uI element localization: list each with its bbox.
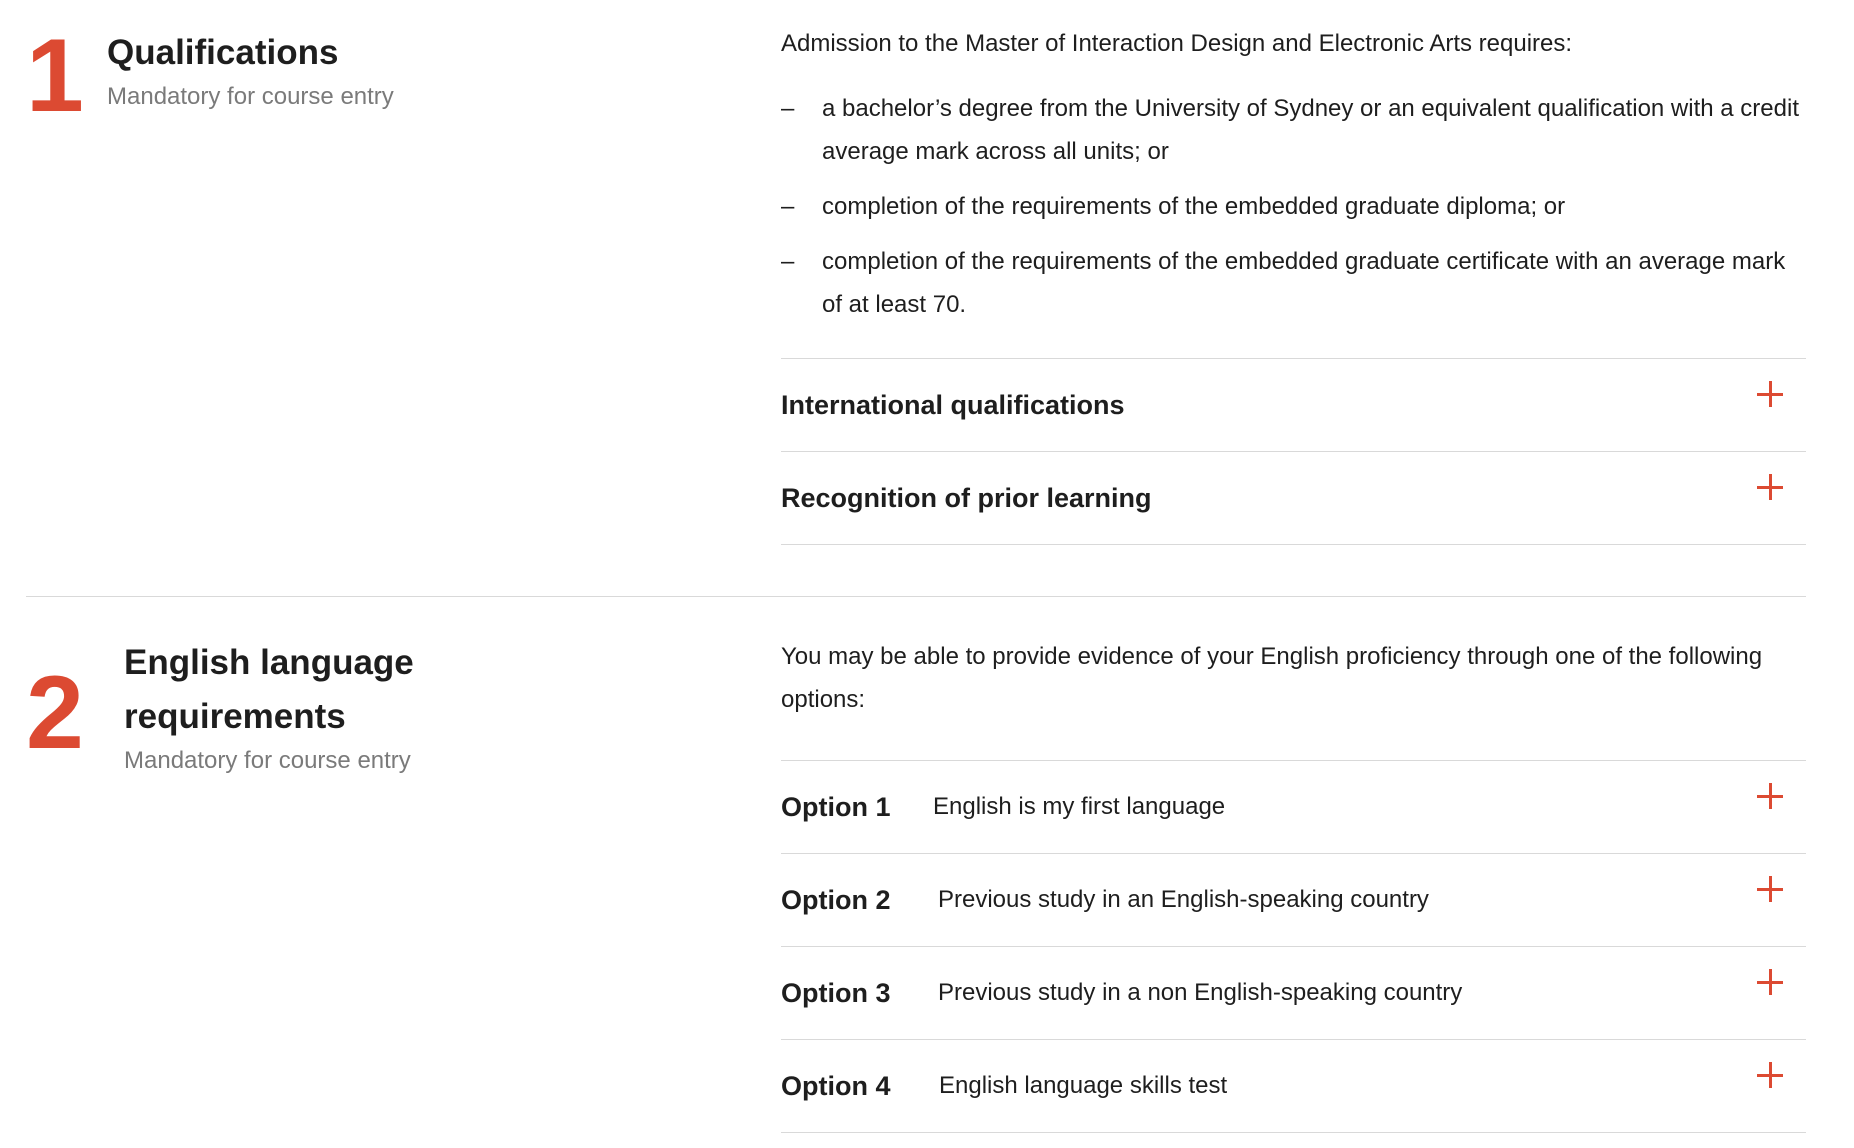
accordion-option-1[interactable] [781, 761, 1806, 854]
accordion-option-3[interactable] [781, 947, 1806, 1040]
option-label: Option 2 [781, 885, 891, 915]
section-heading [107, 26, 667, 114]
section-number: 1 [26, 18, 84, 134]
plus-icon[interactable] [1757, 876, 1783, 902]
plus-icon[interactable] [1757, 381, 1783, 407]
accordion-title: International qualifications [781, 390, 1125, 420]
section-content [781, 635, 1806, 1133]
option-label: Option 3 [781, 978, 891, 1008]
option-description: Previous study in an English-speaking country [938, 886, 1429, 913]
plus-icon[interactable] [1757, 969, 1783, 995]
section-subtitle: Mandatory for course entry [124, 747, 411, 774]
section-title [124, 636, 684, 744]
dash-bullet: – [781, 193, 795, 220]
dash-bullet: – [781, 248, 795, 275]
section-content [781, 22, 1806, 545]
accordion-option-4[interactable] [781, 1040, 1806, 1133]
plus-icon[interactable] [1757, 474, 1783, 500]
qualifications-section [26, 0, 1806, 596]
section-subtitle: Mandatory for course entry [107, 83, 394, 110]
option-description: English language skills test [939, 1072, 1228, 1099]
plus-icon[interactable] [1757, 1062, 1783, 1088]
section-number: 2 [26, 655, 84, 771]
plus-icon[interactable] [1757, 783, 1783, 809]
option-label: Option 1 [781, 792, 891, 822]
accordion-option-2[interactable] [781, 854, 1806, 947]
list-item [781, 185, 1806, 228]
accordion-recognition-prior-learning[interactable] [781, 452, 1806, 545]
option-description: Previous study in a non English-speaking country [938, 979, 1463, 1006]
list-item-text: a bachelor’s degree from the University of Sydney or an equivalent qualification with a credit average mark across all units; or [822, 95, 1799, 165]
list-item-text: completion of the requirements of the embedded graduate diploma; or [822, 193, 1566, 220]
list-item [781, 240, 1806, 326]
section-title-line: requirements [124, 697, 346, 736]
list-item [781, 87, 1806, 173]
accordion-international-qualifications[interactable] [781, 359, 1806, 452]
section-title-line: English language [124, 643, 414, 682]
english-options-accordion [781, 760, 1806, 1133]
intro-text: You may be able to provide evidence of your English proficiency through one of the following options: [781, 643, 1763, 713]
qualifications-accordion [781, 358, 1806, 545]
option-description: English is my first language [933, 793, 1226, 820]
section-title: Qualifications [107, 33, 339, 72]
option-label: Option 4 [781, 1071, 891, 1101]
requirements-list [781, 87, 1806, 326]
dash-bullet: – [781, 95, 795, 122]
accordion-title: Recognition of prior learning [781, 483, 1152, 513]
english-language-section [26, 597, 1806, 1148]
list-item-text: completion of the requirements of the embedded graduate certificate with an average mark of at least 70. [822, 248, 1786, 318]
intro-text: Admission to the Master of Interaction Design and Electronic Arts requires: [781, 30, 1573, 57]
section-heading [124, 636, 684, 778]
